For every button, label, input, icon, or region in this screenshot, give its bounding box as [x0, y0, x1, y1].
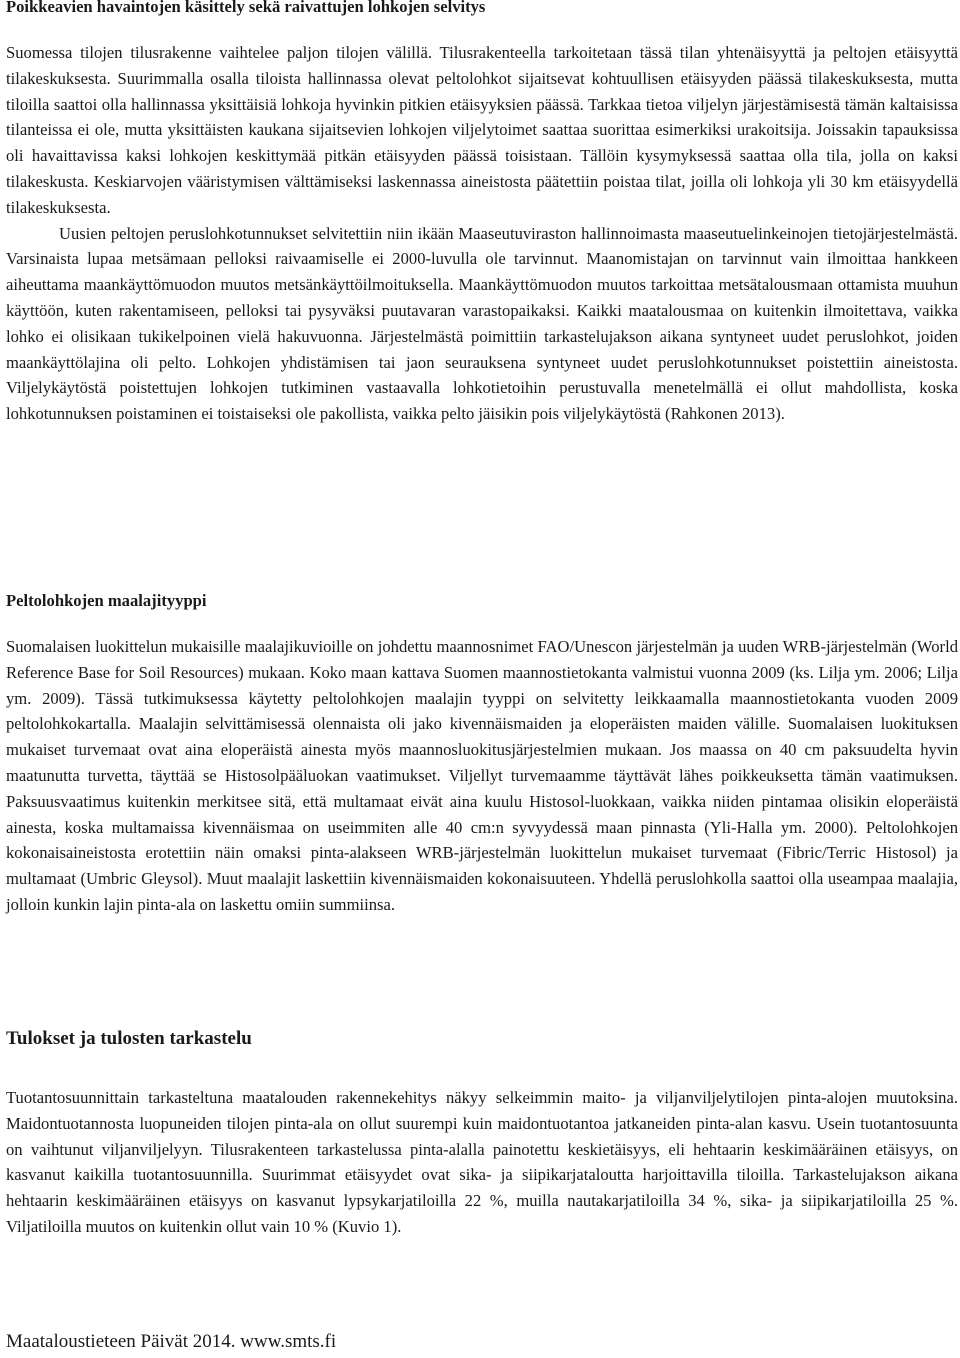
paragraph: Tuotantosuunnittain tarkasteltuna maatalouden rakennekehitys näkyy selkeimmin maito- ja viljanviljelytilojen pinta-alojen muutoksina. Maidontuotannosta luopuneiden tilojen pinta-ala on ollut suurempi kuin maidontuotantoa jatkaneiden pinta-alan kasvu. Usein tuotantosuunta on vaihtunut viljanviljelyyn. Tilusrakenteen tarkastelussa pinta-alalla painotettu keskietäisyys, eli hehtaarin keskimääräinen etäisyys, on kasvanut kaikilla tuotantosuunnilla. Suurimmat etäisyydet ovat sika- ja siipikarjataloutta harjoittavilla tiloilla. Tarkastelujakson aikana hehtaarin keskimääräinen etäisyys on kasvanut lypsykarjatiloilla 22 %, muilla nautakarjatiloilla 34 %, sika- ja siipikarjatiloilla 25 %. Viljatiloilla muutos on kuitenkin ollut vain 10 % (Kuvio 1).	[6, 1088, 958, 1236]
section-body-tulokset	[6, 1085, 958, 1240]
section-heading-tulokset: Tulokset ja tulosten tarkastelu	[6, 1028, 252, 1049]
paragraph: Suomessa tilojen tilusrakenne vaihtelee paljon tilojen välillä. Tilusrakenteella tarkoitetaan tässä tilan yhtenäisyyttä ja peltojen etäisyyttä tilakeskuksesta. Suurimmalla osalla tiloista hallinnassa olevat peltolohkot sijaitsevat kohtuullisen etäisyyden päässä tilakeskuksesta, mutta tiloilla saattoi olla hallinnassa yksittäisiä lohkoja hyvinkin pitkien etäisyyksien päässä. Tarkkaa tietoa viljelyn järjestämisestä tämän kaltaisissa tilanteissa ei ole, mutta yksittäisten kaukana sijaitsevien lohkojen viljelytoimet saattaa suorittaa esimerkiksi urakoitsija. Joissakin tapauksissa oli havaittavissa kaksi lohkojen keskittymää pitkän etäisyyden päässä toisistaan. Tällöin kysymyksessä saattaa olla tila, jolla on kaksi tilakeskusta. Keskiarvojen vääristymisen välttämiseksi laskennassa aineistosta päätettiin poistaa tilat, joilla oli lohkoja yli 30 km etäisyydellä tilakeskuksesta.	[6, 43, 958, 217]
paragraph: Suomalaisen luokittelun mukaisille maalajikuvioille on johdettu maannosnimet FAO/Unescon järjestelmän ja uuden WRB-järjestelmän (World Reference Base for Soil Resources) mukaan. Koko maan kattava Suomen maannostietokanta valmistui vuonna 2009 (ks. Lilja ym. 2006; Lilja ym. 2009). Tässä tutkimuksessa käytetty peltolohkojen maalajin tyyppi on selvitetty leikkaamalla maannostietokanta vuoden 2009 peltolohkokartalla. Maalajin selvittämisessä olennaista oli jako kivennäismaiden ja eloperäisten maiden välille. Suomalaisen luokituksen mukaiset turvemaat ovat aina eloperäistä ainesta myös maannosluokitusjärjestelmien mukaan. Jos maassa on 40 cm paksuudelta hyvin maatunutta turvetta, täyttää se Histosolpääluokan vaatimukset. Viljellyt turvemaamme täyttävät lähes poikkeuksetta tämän vaatimuksen. Paksuusvaatimus kuitenkin merkitsee sitä, että multamaat eivät aina kuulu Histosol-luokkaan, vaikka niiden pintamaa olisikin eloperäistä ainesta, koska multamaissa kivennäismaa on useimmiten alle 40 cm:n syvyydessä maan pinnasta (Yli-Halla ym. 2000). Peltolohkojen kokonaisaineistosta erotettiin näin omaksi pinta-alakseen WRB-järjestelmän luokittelun mukaiset turvemaat (Fibric/Terric Histosol) ja multamaat (Umbric Gleysol). Muut maalajit laskettiin kivennäismaiden kokonaisuuteen. Yhdellä peruslohkolla saattoi olla useampaa maalajia, jolloin kunkin lajin pinta-ala on laskettu omiin summiinsa.	[6, 637, 958, 914]
paragraph: Uusien peltojen peruslohkotunnukset selvitettiin niin ikään Maaseutuviraston hallinnoimasta maaseutuelinkeinojen tietojärjestelmästä. Varsinaista lupaa metsämaan pelloksi raivaamiselle ei 2000-luvulla ole tarvinnut. Maanomistajan on tarvinnut vain ilmoittaa hankkeen aiheuttama maankäyttömuodon muutos metsänkäyttöilmoituksella. Maankäyttömuodon muutos tarkoittaa metsätalousmaan ottamista muuhun käyttöön, kuten rakentamiseen, pelloksi tai pysyväksi puutavaran varastopaikaksi. Kaikki maatalousmaa on kuitenkin ilmoitettava, vaikka lohko ei olisikaan tukikelpoinen vielä hakuvuonna. Järjestelmästä poimittiin tarkastelujakson aikana syntyneet uudet peruslohkot, joiden maankäyttölajina oli pelto. Lohkojen yhdistämisen tai jaon seurauksena syntyneet uudet peruslohkotunnukset poistettiin aineistosta. Viljelykäytöstä poistettujen lohkojen tutkiminen vastaavalla lohkotietoihin perustuvalla menetelmällä ei ollut mahdollista, koska lohkotunnuksen poistaminen ei toistaiseksi ole pakollista, vaikka pelto jäisikin pois viljelykäytöstä (Rahkonen 2013).	[6, 223, 958, 424]
section-body-peltolohkojen-maalajityyppi	[6, 634, 958, 918]
page-footer: Maataloustieteen Päivät 2014. www.smts.fi	[6, 1331, 337, 1352]
section-body-poikkeavien-havaintojen	[6, 40, 958, 427]
section-heading-poikkeavien-havaintojen: Poikkeavien havaintojen käsittely sekä raivattujen lohkojen selvitys	[6, 0, 486, 16]
section-heading-peltolohkojen-maalajityyppi: Peltolohkojen maalajityyppi	[6, 591, 207, 610]
